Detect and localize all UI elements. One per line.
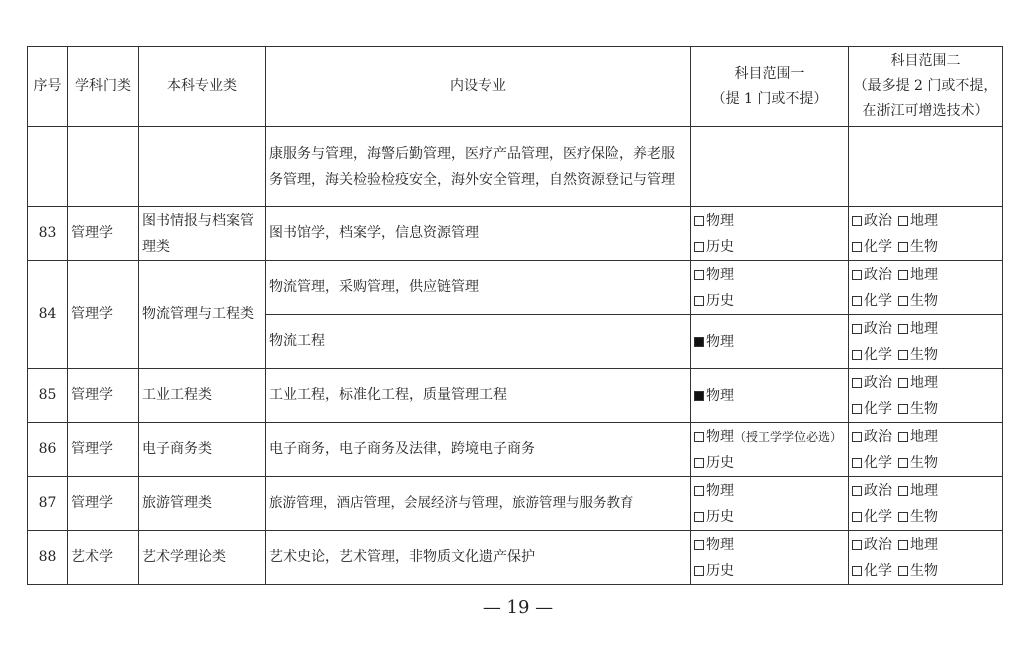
checkbox-empty-icon (852, 404, 862, 414)
checkbox-empty-icon (694, 486, 704, 496)
row-major-class: 旅游管理类 (139, 477, 266, 531)
option-note: （授工学学位必选） (734, 429, 843, 444)
range2-title: 科目范围二 (890, 53, 961, 69)
row-majors: 工业工程，标准化工程，质量管理工程 (266, 369, 691, 423)
row-category: 艺术学 (68, 531, 139, 585)
row-major-class: 物流管理与工程类 (139, 261, 266, 369)
checkbox-empty-icon (898, 432, 908, 442)
row-majors: 艺术史论，艺术管理，非物质文化遗产保护 (266, 531, 691, 585)
checkbox-empty-icon (694, 270, 704, 280)
row-major-class: 图书情报与档案管理类 (139, 207, 266, 261)
range2-options: 政治 地理 化学 生物 (849, 477, 1003, 531)
range2-options: 政治 地理 化学 生物 (849, 531, 1003, 585)
checkbox-filled-icon (694, 337, 704, 347)
checkbox-empty-icon (694, 512, 704, 522)
checkbox-empty-icon (852, 242, 862, 252)
row-majors: 物流工程 (266, 315, 691, 369)
range1-options: 物理 历史 (691, 531, 849, 585)
majors-cell: 康服务与管理，海警后勤管理，医疗产品管理，医疗保险，养老服务管理，海关检验检疫安全，海外安全管理，自然资源登记与管理 (266, 127, 691, 207)
row-majors: 旅游管理，酒店管理，会展经济与管理，旅游管理与服务教育 (266, 477, 691, 531)
table-row (28, 531, 1003, 585)
header-category: 学科门类 (68, 47, 139, 127)
checkbox-empty-icon (898, 216, 908, 226)
row-category: 管理学 (68, 261, 139, 369)
checkbox-empty-icon (694, 216, 704, 226)
range2-subtitle-1: （最多提 2 门或不提， (853, 78, 998, 94)
checkbox-empty-icon (694, 296, 704, 306)
row-majors: 物流管理，采购管理，供应链管理 (266, 261, 691, 315)
row-category: 管理学 (68, 477, 139, 531)
checkbox-empty-icon (852, 378, 862, 388)
range2-options: 政治 地理 化学 生物 (849, 207, 1003, 261)
header-majors: 内设专业 (266, 47, 691, 127)
row-seq: 84 (28, 261, 68, 369)
header-range2 (849, 47, 1003, 127)
checkbox-empty-icon (898, 350, 908, 360)
row-seq: 88 (28, 531, 68, 585)
checkbox-empty-icon (898, 378, 908, 388)
range1-options: 物理 历史 (691, 261, 849, 315)
table-row (28, 423, 1003, 477)
checkbox-empty-icon (852, 216, 862, 226)
range1-subtitle: （提 1 门或不提） (711, 90, 828, 107)
checkbox-empty-icon (898, 540, 908, 550)
row-major-class: 工业工程类 (139, 369, 266, 423)
table-row (28, 477, 1003, 531)
range1-options: 物理（授工学学位必选） 历史 (691, 423, 849, 477)
row-seq: 83 (28, 207, 68, 261)
checkbox-empty-icon (852, 296, 862, 306)
range1-options: 物理 (691, 369, 849, 423)
checkbox-empty-icon (852, 324, 862, 334)
checkbox-empty-icon (898, 458, 908, 468)
table-row (28, 261, 1003, 315)
table-row (28, 207, 1003, 261)
checkbox-empty-icon (898, 324, 908, 334)
row-major-class: 电子商务类 (139, 423, 266, 477)
range1-title: 科目范围一 (734, 65, 805, 82)
checkbox-empty-icon (852, 350, 862, 360)
table-row (28, 369, 1003, 423)
row-category: 管理学 (68, 423, 139, 477)
header-seq: 序号 (28, 47, 68, 127)
range2-options: 政治 地理 化学 生物 (849, 261, 1003, 315)
checkbox-empty-icon (694, 458, 704, 468)
checkbox-empty-icon (898, 404, 908, 414)
row-major-class: 艺术学理论类 (139, 531, 266, 585)
row-category: 管理学 (68, 369, 139, 423)
range2-options: 政治 地理 化学 生物 (849, 315, 1003, 369)
checkbox-empty-icon (694, 242, 704, 252)
checkbox-empty-icon (898, 566, 908, 576)
checkbox-empty-icon (694, 566, 704, 576)
checkbox-filled-icon (694, 391, 704, 401)
checkbox-empty-icon (852, 432, 862, 442)
checkbox-empty-icon (694, 432, 704, 442)
range2-options: 政治 地理 化学 生物 (849, 369, 1003, 423)
row-majors: 电子商务，电子商务及法律，跨境电子商务 (266, 423, 691, 477)
range2-subtitle-2: 在浙江可增选技术） (862, 103, 989, 119)
table-row-continued (28, 127, 1003, 207)
range1-options: 物理 历史 (691, 477, 849, 531)
row-category: 管理学 (68, 207, 139, 261)
row-seq: 87 (28, 477, 68, 531)
row-seq: 86 (28, 423, 68, 477)
header-row (28, 47, 1003, 127)
checkbox-empty-icon (852, 566, 862, 576)
checkbox-empty-icon (852, 486, 862, 496)
checkbox-empty-icon (852, 458, 862, 468)
checkbox-empty-icon (852, 512, 862, 522)
checkbox-empty-icon (898, 270, 908, 280)
header-range1 (691, 47, 849, 127)
checkbox-empty-icon (898, 296, 908, 306)
checkbox-empty-icon (694, 540, 704, 550)
checkbox-empty-icon (852, 540, 862, 550)
row-majors: 图书馆学，档案学，信息资源管理 (266, 207, 691, 261)
row-seq: 85 (28, 369, 68, 423)
range1-options: 物理 历史 (691, 207, 849, 261)
checkbox-empty-icon (898, 512, 908, 522)
checkbox-empty-icon (898, 486, 908, 496)
page-number: — 19 — (482, 597, 554, 618)
subject-requirements-table (27, 46, 1003, 585)
header-major-class: 本科专业类 (139, 47, 266, 127)
checkbox-empty-icon (898, 242, 908, 252)
checkbox-empty-icon (852, 270, 862, 280)
range1-options: 物理 (691, 315, 849, 369)
range2-options: 政治 地理 化学 生物 (849, 423, 1003, 477)
